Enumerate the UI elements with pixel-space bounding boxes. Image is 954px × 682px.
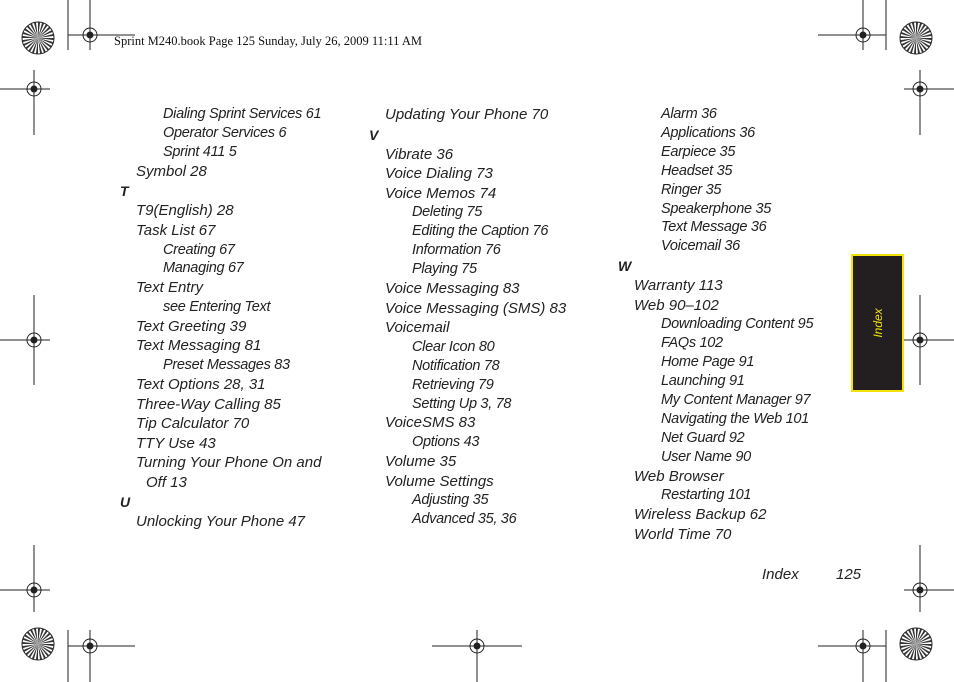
page-number: 125 bbox=[836, 566, 862, 583]
index-subentry: Speakerphone 35 bbox=[661, 200, 771, 217]
index-entry: Updating Your Phone 70 bbox=[385, 106, 549, 123]
index-subentry: Ringer 35 bbox=[661, 181, 722, 198]
index-entry: Text Options 28, 31 bbox=[136, 375, 266, 393]
index-letter-heading: V bbox=[369, 126, 379, 143]
index-subentry: Preset Messages 83 bbox=[163, 357, 290, 373]
index-entry: Voice Memos 74 bbox=[385, 184, 497, 202]
index-subentry: User Name 90 bbox=[661, 448, 751, 465]
index-subentry: Options 43 bbox=[412, 434, 480, 450]
index-subentry: My Content Manager 97 bbox=[661, 392, 811, 409]
index-entry: VoiceSMS 83 bbox=[385, 414, 476, 432]
index-subentry: FAQs 102 bbox=[661, 335, 723, 352]
index-entry: Voice Messaging 83 bbox=[385, 280, 520, 297]
index-subentry: Downloading Content 95 bbox=[661, 316, 814, 333]
index-subentry: Operator Services 6 bbox=[163, 124, 287, 141]
index-subentry: Dialing Sprint Services 61 bbox=[163, 106, 322, 122]
index-entry: Turning Your Phone On and bbox=[136, 454, 322, 472]
registration-target-icon bbox=[22, 22, 54, 54]
index-subentry: Editing the Caption 76 bbox=[412, 223, 549, 240]
registration-target-icon bbox=[900, 22, 932, 54]
index-subentry: Advanced 35, 36 bbox=[412, 511, 517, 527]
index-entry: Voicemail bbox=[385, 319, 450, 337]
index-subentry: Sprint 411 5 bbox=[163, 143, 237, 160]
footer-section-title: Index bbox=[762, 566, 799, 583]
index-entry: Web Browser bbox=[634, 467, 724, 485]
index-subentry: Deleting 75 bbox=[412, 204, 483, 221]
index-entry: TTY Use 43 bbox=[136, 434, 216, 452]
index-entry: Text Greeting 39 bbox=[136, 317, 247, 335]
index-entry: Text Messaging 81 bbox=[136, 337, 262, 355]
index-entry: Task List 67 bbox=[136, 221, 216, 239]
index-subentry: Net Guard 92 bbox=[661, 429, 745, 446]
index-subentry: Adjusting 35 bbox=[412, 492, 489, 509]
registration-target-icon bbox=[900, 628, 932, 660]
index-entry: Symbol 28 bbox=[136, 162, 207, 180]
index-entry: Voice Dialing 73 bbox=[385, 165, 493, 183]
index-letter-heading: W bbox=[618, 258, 632, 275]
index-entry: Voice Messaging (SMS) 83 bbox=[385, 299, 567, 317]
index-subentry: Restarting 101 bbox=[661, 487, 752, 504]
index-subentry: Playing 75 bbox=[412, 261, 477, 278]
index-subentry: Home Page 91 bbox=[661, 354, 755, 371]
index-subentry: Creating 67 bbox=[163, 241, 235, 258]
index-column-1 bbox=[118, 105, 321, 532]
index-subentry: Navigating the Web 101 bbox=[661, 410, 809, 427]
index-entry: T9(English) 28 bbox=[136, 202, 234, 220]
index-entry: Text Entry bbox=[136, 279, 203, 297]
index-entry: Web 90–102 bbox=[634, 296, 719, 314]
index-entry: Wireless Backup 62 bbox=[634, 506, 767, 524]
index-subentry: Clear Icon 80 bbox=[412, 338, 495, 355]
index-entry: Volume 35 bbox=[385, 452, 457, 470]
index-column-3 bbox=[616, 105, 813, 544]
index-entry: Warranty 113 bbox=[634, 277, 723, 295]
index-entry: Tip Calculator 70 bbox=[136, 415, 250, 433]
index-subentry: Launching 91 bbox=[661, 373, 745, 390]
index-entry: Unlocking Your Phone 47 bbox=[136, 513, 306, 531]
index-subentry: see Entering Text bbox=[163, 298, 271, 315]
side-tab-label: Index bbox=[870, 308, 885, 338]
index-subentry: Retrieving 79 bbox=[412, 376, 494, 393]
index-subentry: Setting Up 3, 78 bbox=[412, 395, 512, 412]
index-entry: Volume Settings bbox=[385, 472, 494, 490]
registration-target-icon bbox=[22, 628, 54, 660]
index-subentry: Information 76 bbox=[412, 242, 501, 259]
index-subentry: Headset 35 bbox=[661, 162, 733, 179]
index-subentry: Notification 78 bbox=[412, 357, 500, 374]
index-entry: World Time 70 bbox=[634, 525, 732, 543]
index-subentry: Earpiece 35 bbox=[661, 143, 736, 160]
index-letter-heading: T bbox=[120, 183, 129, 200]
index-subentry: Text Message 36 bbox=[661, 219, 767, 236]
index-subentry: Off 13 bbox=[146, 473, 187, 491]
index-subentry: Managing 67 bbox=[163, 260, 244, 277]
index-subentry: Voicemail 36 bbox=[661, 238, 740, 255]
index-subentry: Alarm 36 bbox=[661, 106, 717, 122]
index-side-tab bbox=[851, 254, 904, 392]
index-entry: Vibrate 36 bbox=[385, 145, 454, 163]
index-letter-heading: U bbox=[120, 494, 131, 511]
index-subentry: Applications 36 bbox=[661, 124, 755, 141]
running-head: Sprint M240.book Page 125 Sunday, July 26, 2009 11:11 AM bbox=[114, 34, 422, 48]
index-column-2 bbox=[367, 105, 566, 529]
index-entry: Three-Way Calling 85 bbox=[136, 395, 281, 413]
